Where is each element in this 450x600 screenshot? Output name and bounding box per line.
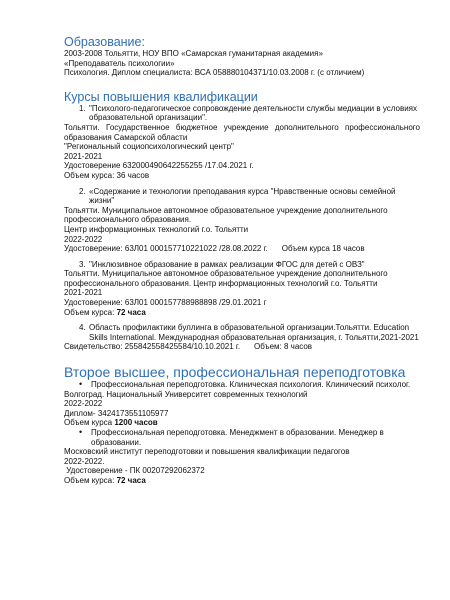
course-title <box>64 323 420 342</box>
course-years: 2021-2021 <box>64 151 103 161</box>
course-volume <box>64 308 420 318</box>
course-certificate-row <box>64 342 420 352</box>
retraining-line: 2022-2022. <box>64 456 105 466</box>
course-certificate: Удостоверение: 63Л01 000157788988898 /29.01.2021 г <box>64 298 267 308</box>
course-number: 3. <box>79 259 86 269</box>
retraining-volume-value: 72 часа <box>116 475 146 485</box>
course-volume: Объем: 8 часов <box>254 342 313 352</box>
course-organization: Тольятти. Муниципальное автономное образовательное учреждение дополнительного профессионального образования. <box>64 205 388 225</box>
retraining-volume <box>64 418 420 428</box>
course-certificate: Удостоверение 632000490642255255 /17.04.2021 г. <box>64 161 254 171</box>
retraining-volume-label: Объем курса <box>64 418 115 428</box>
course-number: 4. <box>79 323 86 333</box>
course-title-text: "Психолого-педагогическое сопровождение деятельности службы медиации в условиях образовательной организации". <box>89 103 418 123</box>
course-certificate-row <box>64 244 420 254</box>
retraining-volume-value: 1200 часов <box>114 418 158 428</box>
retraining-line: Диплом- 3424173551105977 <box>64 408 169 418</box>
course-volume-label: Объем курса: <box>64 307 117 317</box>
course-number: 1. <box>79 103 86 113</box>
course-years: 2022-2022 <box>64 234 103 244</box>
retraining-line: Волгоград. Национальный Университет современных технологий <box>64 389 308 399</box>
course-title-text: Область профилактики буллинга в образовательной организации.Тольятти. Education Skills International. Международная образовательная организация, г. Тольятти,2021-2021 <box>89 323 419 342</box>
retraining-line: Удостоверение - ПК 00207292062372 <box>64 466 205 476</box>
retraining-title: Профессиональная переподготовка. Менеджмент в образовании. Менеджер в образовании. <box>91 428 384 447</box>
course-title <box>64 104 420 123</box>
education-line: «Преподаватель психологии» <box>64 58 175 68</box>
courses-heading: Курсы повышения квалификации <box>64 89 258 104</box>
course-volume: Объем курса 18 часов <box>281 244 365 254</box>
course-certificate: Удостоверение: 63Л01 000157710221022 /28.08.2022 г. <box>64 244 268 254</box>
education-line: Психология. Диплом специалиста: ВСА 058880104371/10.03.2008 г. (с отличием) <box>64 68 365 78</box>
course-volume: Объем курса: 36 часов <box>64 170 150 180</box>
education-heading: Образование: <box>64 35 145 49</box>
course-organization: Тольятти. Государственное бюджетное учреждение дополнительного профессионального образования Самарской области <box>64 122 420 142</box>
retraining-item <box>64 428 420 447</box>
retraining-heading: Второе высшее, профессиональная переподготовка <box>64 364 406 381</box>
bullet-icon: • <box>79 427 83 437</box>
retraining-line: 2022-2022 <box>64 399 103 409</box>
course-years: 2021-2021 <box>64 288 103 298</box>
course-title <box>64 260 420 270</box>
course-title-text: "Инклюзивное образование в рамках реализации ФГОС для детей с ОВЗ" <box>89 259 365 269</box>
course-organization: Тольятти. Муниципальное автономное образовательное учреждение дополнительного профессионального образования. Центр информационных технологий г.о. Тольятти <box>64 269 388 288</box>
retraining-line: Московский институт переподготовки и повышения квалификации педагогов <box>64 447 350 457</box>
bullet-icon: • <box>79 379 83 390</box>
course-title <box>64 187 420 206</box>
retraining-volume-label: Объем курса: <box>64 475 117 485</box>
course-center: Центр информационных технологий г.о. Тольятти <box>64 224 249 234</box>
retraining-title: Профессиональная переподготовка. Клиническая психология. Клинический психолог. <box>91 380 411 390</box>
course-title-text: «Содержание и технологии преподавания курса "Нравственные основы семейной жизни" <box>89 186 396 206</box>
education-line: 2003-2008 Тольятти, НОУ ВПО «Самарская гуманитарная академия» <box>64 49 323 58</box>
course-certificate: Свидетельство: 255842558425584/10.10.2021 г. <box>64 342 241 352</box>
course-volume-value: 72 часа <box>116 307 146 317</box>
retraining-volume <box>64 476 420 486</box>
course-center: "Региональный социопсихологический центр" <box>64 142 234 152</box>
retraining-item <box>64 380 420 390</box>
course-number: 2. <box>79 186 86 196</box>
